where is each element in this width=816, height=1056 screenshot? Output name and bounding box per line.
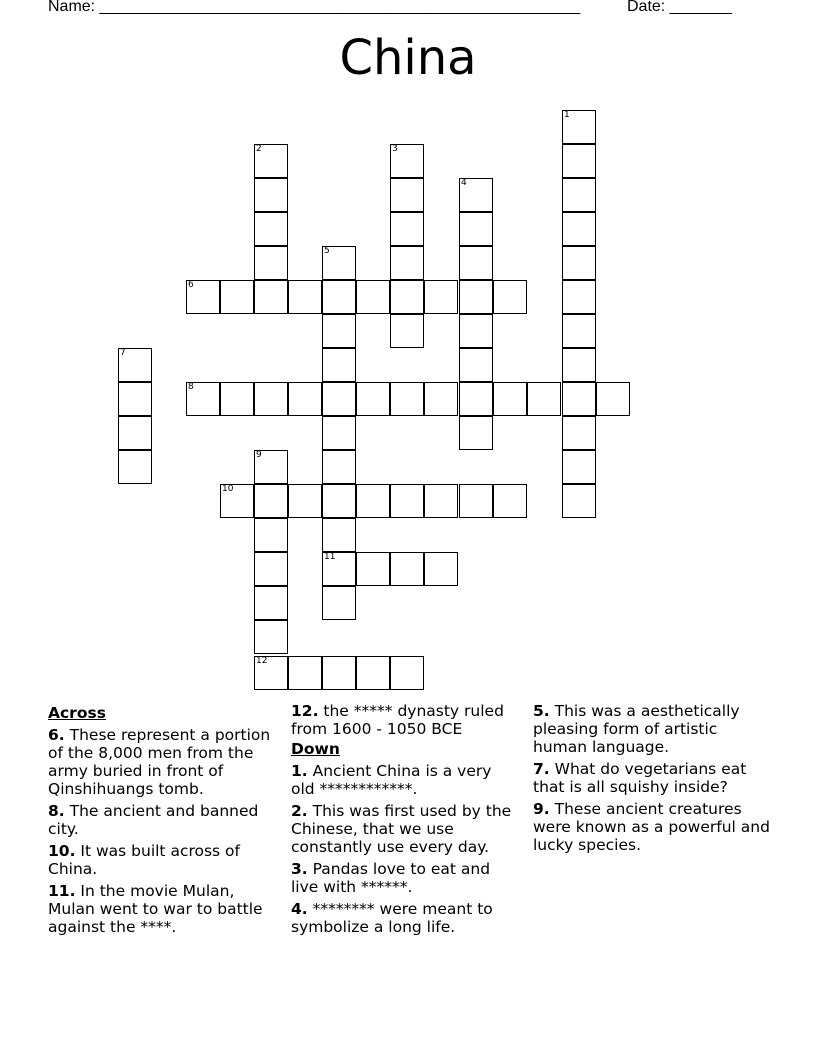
grid-number: 5 — [324, 246, 330, 256]
grid-cell[interactable] — [288, 280, 322, 314]
grid-cell[interactable] — [254, 178, 288, 212]
grid-cell[interactable] — [562, 212, 596, 246]
grid-cell[interactable] — [424, 280, 458, 314]
grid-cell[interactable] — [390, 484, 424, 518]
clue-text: It was built across of China. — [48, 842, 240, 878]
grid-cell[interactable] — [493, 484, 527, 518]
grid-cell[interactable] — [322, 656, 356, 690]
grid-cell[interactable] — [254, 586, 288, 620]
grid-cell[interactable] — [356, 382, 390, 416]
clue-number: 12. — [291, 702, 319, 720]
grid-cell[interactable] — [118, 416, 152, 450]
grid-number: 1 — [564, 110, 570, 120]
clue-number: 6. — [48, 726, 65, 744]
grid-cell[interactable] — [356, 552, 390, 586]
clue-number: 10. — [48, 842, 76, 860]
grid-cell[interactable] — [390, 212, 424, 246]
clue-down-3 — [291, 860, 516, 896]
clue-number: 5. — [533, 702, 550, 720]
clue-text: These represent a portion of the 8,000 men from the army buried in front of Qinshihuangs tomb. — [48, 726, 271, 798]
grid-cell[interactable] — [562, 314, 596, 348]
grid-cell[interactable] — [356, 280, 390, 314]
grid-cell[interactable] — [596, 382, 630, 416]
grid-cell[interactable] — [390, 178, 424, 212]
clue-across-12 — [291, 702, 516, 738]
grid-cell[interactable] — [390, 314, 424, 348]
clue-number: 9. — [533, 800, 550, 818]
grid-cell[interactable] — [527, 382, 561, 416]
name-field[interactable]: Name: ______________________________________________________ — [48, 0, 581, 15]
clue-text: Ancient China is a very old ************. — [291, 762, 492, 798]
grid-cell[interactable] — [390, 280, 424, 314]
grid-number: 4 — [461, 178, 467, 188]
across-heading: Across — [48, 704, 106, 722]
clue-column-3 — [533, 702, 773, 854]
grid-cell[interactable] — [322, 518, 356, 552]
grid-cell[interactable] — [459, 382, 493, 416]
clue-number: 7. — [533, 760, 550, 778]
clue-down-5 — [533, 702, 773, 756]
grid-number: 2 — [256, 144, 262, 154]
grid-cell[interactable] — [562, 280, 596, 314]
clue-text: These ancient creatures were known as a powerful and lucky species. — [533, 800, 770, 854]
grid-cell[interactable] — [254, 620, 288, 654]
grid-cell[interactable] — [254, 246, 288, 280]
grid-cell[interactable] — [254, 484, 288, 518]
grid-cell[interactable] — [322, 280, 356, 314]
grid-cell[interactable] — [390, 246, 424, 280]
grid-cell[interactable] — [322, 484, 356, 518]
grid-cell[interactable] — [220, 280, 254, 314]
clue-across-11 — [48, 882, 273, 936]
grid-cell[interactable] — [356, 656, 390, 690]
grid-cell[interactable] — [493, 280, 527, 314]
grid-number: 8 — [188, 382, 194, 392]
grid-cell[interactable] — [424, 552, 458, 586]
clue-text: What do vegetarians eat that is all squishy inside? — [533, 760, 747, 796]
grid-cell[interactable] — [118, 382, 152, 416]
grid-cell[interactable] — [322, 416, 356, 450]
clue-down-9 — [533, 800, 773, 854]
grid-cell[interactable] — [562, 348, 596, 382]
grid-cell[interactable] — [356, 484, 390, 518]
grid-cell[interactable] — [322, 450, 356, 484]
grid-cell[interactable] — [562, 178, 596, 212]
clue-number: 3. — [291, 860, 308, 878]
clue-text: This was a aesthetically pleasing form of artistic human language. — [533, 702, 740, 756]
clue-down-4 — [291, 900, 516, 936]
grid-cell[interactable] — [118, 450, 152, 484]
grid-cell[interactable] — [562, 484, 596, 518]
grid-cell[interactable] — [390, 552, 424, 586]
clue-number: 2. — [291, 802, 308, 820]
grid-cell[interactable] — [562, 246, 596, 280]
grid-cell[interactable] — [254, 382, 288, 416]
grid-cell[interactable] — [390, 382, 424, 416]
grid-number: 11 — [324, 552, 336, 562]
clue-across-10 — [48, 842, 273, 878]
grid-cell[interactable] — [220, 382, 254, 416]
grid-number: 9 — [256, 450, 262, 460]
clue-text: Pandas love to eat and live with ******. — [291, 860, 491, 896]
grid-cell[interactable] — [459, 314, 493, 348]
grid-cell[interactable] — [459, 484, 493, 518]
clue-down-7 — [533, 760, 773, 796]
puzzle-title: China — [339, 30, 477, 86]
grid-number: 10 — [222, 484, 234, 494]
grid-number: 12 — [256, 656, 268, 666]
grid-cell[interactable] — [288, 656, 322, 690]
grid-cell[interactable] — [459, 212, 493, 246]
clue-text: In the movie Mulan, Mulan went to war to battle against the ****. — [48, 882, 263, 936]
grid-cell[interactable] — [390, 656, 424, 690]
clue-text: This was first used by the Chinese, that we use constantly use every day. — [291, 802, 512, 856]
grid-cell[interactable] — [424, 484, 458, 518]
grid-cell[interactable] — [459, 280, 493, 314]
grid-cell[interactable] — [254, 552, 288, 586]
clue-across-8 — [48, 802, 273, 838]
clue-across-6 — [48, 726, 273, 798]
clue-number: 8. — [48, 802, 65, 820]
clue-down-2 — [291, 802, 516, 856]
grid-number: 3 — [392, 144, 398, 154]
grid-cell[interactable] — [562, 450, 596, 484]
clue-number: 11. — [48, 882, 76, 900]
grid-number: 6 — [188, 280, 194, 290]
grid-cell[interactable] — [322, 382, 356, 416]
grid-cell[interactable] — [288, 382, 322, 416]
clue-number: 4. — [291, 900, 308, 918]
date-field[interactable]: Date: _______ — [627, 0, 732, 15]
clue-text: ******** were meant to symbolize a long life. — [291, 900, 493, 936]
grid-cell[interactable] — [562, 144, 596, 178]
grid-cell[interactable] — [562, 382, 596, 416]
clue-column-1 — [48, 702, 273, 936]
grid-cell[interactable] — [322, 348, 356, 382]
clue-column-2 — [291, 702, 516, 936]
grid-cell[interactable] — [288, 484, 322, 518]
grid-cell[interactable] — [424, 382, 458, 416]
clue-down-1 — [291, 762, 516, 798]
grid-cell[interactable] — [459, 416, 493, 450]
grid-cell[interactable] — [254, 518, 288, 552]
down-heading: Down — [291, 740, 340, 758]
grid-cell[interactable] — [493, 382, 527, 416]
grid-cell[interactable] — [322, 586, 356, 620]
grid-cell[interactable] — [459, 246, 493, 280]
clue-text: The ancient and banned city. — [48, 802, 259, 838]
clue-number: 1. — [291, 762, 308, 780]
grid-cell[interactable] — [254, 280, 288, 314]
grid-cell[interactable] — [322, 314, 356, 348]
grid-cell[interactable] — [562, 416, 596, 450]
grid-number: 7 — [120, 348, 126, 358]
grid-cell[interactable] — [459, 348, 493, 382]
clue-text: the ***** dynasty ruled from 1600 - 1050 BCE — [291, 702, 504, 738]
grid-cell[interactable] — [254, 212, 288, 246]
